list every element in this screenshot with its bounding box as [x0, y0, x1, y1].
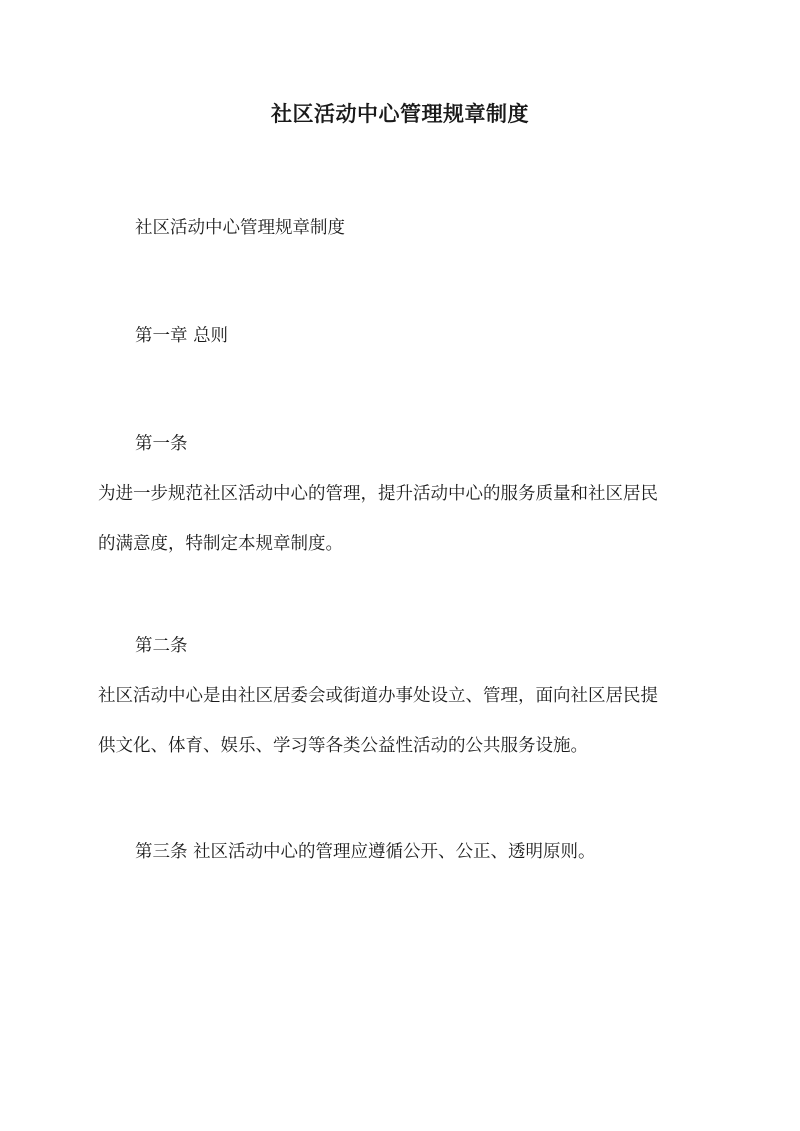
article-2-line-2: 供文化、体育、娱乐、学习等各类公益性活动的公共服务设施。 [98, 736, 588, 756]
article-2-heading: 第二条 [135, 636, 188, 656]
document-subtitle: 社区活动中心管理规章制度 [135, 218, 345, 238]
article-3-text: 第三条 社区活动中心的管理应遵循公开、公正、透明原则。 [135, 842, 596, 862]
document-title: 社区活动中心管理规章制度 [271, 101, 529, 126]
article-1-heading: 第一条 [135, 434, 188, 454]
article-1-line-1: 为进一步规范社区活动中心的管理，提升活动中心的服务质量和社区居民 [98, 484, 658, 504]
chapter-heading: 第一章 总则 [135, 326, 229, 346]
article-1-line-2: 的满意度，特制定本规章制度。 [98, 534, 343, 554]
article-2-line-1: 社区活动中心是由社区居委会或街道办事处设立、管理，面向社区居民提 [98, 686, 658, 706]
